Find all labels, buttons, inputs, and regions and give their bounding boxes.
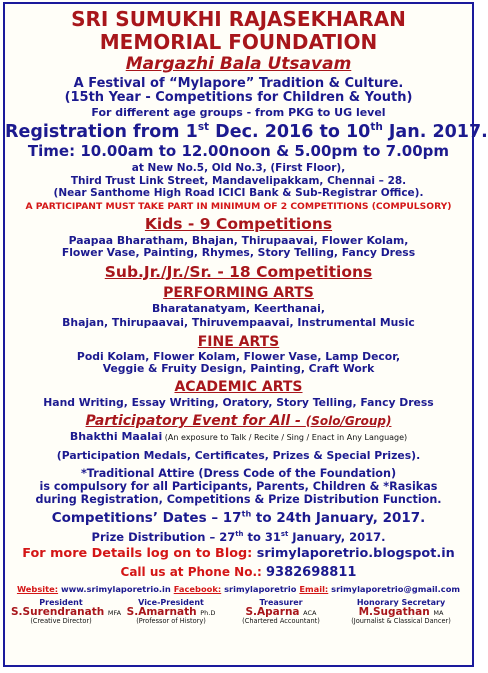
prizes-line: (Participation Medals, Certificates, Prizes & Special Prizes). bbox=[56, 448, 421, 462]
officer-roles bbox=[5, 618, 472, 625]
website-label: Website: bbox=[16, 584, 59, 595]
fine-line1: Podi Kolam, Flower Kolam, Flower Vase, Lamp Decor, bbox=[76, 349, 401, 363]
registration-suffix: Jan. 2017. bbox=[382, 122, 488, 143]
officer-name-secretary: M.Sugathan bbox=[358, 605, 430, 618]
address-line3: (Near Santhome High Road ICICI Bank & Sub-Registrar Office). bbox=[53, 186, 424, 199]
year-line: (15th Year - Competitions for Children & Youth) bbox=[64, 90, 413, 106]
competition-dates bbox=[5, 508, 472, 527]
prize-dates-suffix: January, 2017. bbox=[288, 530, 386, 545]
performing-line1: Bharatanatyam, Keerthanai, bbox=[152, 301, 325, 315]
officer-title-president: President bbox=[39, 597, 83, 607]
registration-mid: Dec. 2016 to 10 bbox=[209, 122, 371, 143]
prize-dates bbox=[5, 531, 472, 544]
web-contacts-line bbox=[5, 585, 472, 595]
officer-name-president: S.Surendranath bbox=[11, 605, 105, 618]
officer-role-treasurer: (Chartered Accountant) bbox=[242, 617, 320, 626]
registration-sup2: th bbox=[370, 121, 383, 134]
attire-line3: during Registration, Competitions & Prize Distribution Function. bbox=[35, 492, 442, 506]
email-link[interactable]: srimylaporetrio@gmail.com bbox=[328, 584, 461, 595]
groups-line: For different age groups - from PKG to UG level bbox=[91, 106, 386, 120]
kids-line1: Paapaa Bharatham, Bhajan, Thirupaavai, Flower Kolam, bbox=[68, 234, 409, 248]
bhakthi-line bbox=[5, 431, 472, 444]
fine-heading: FINE ARTS bbox=[197, 333, 280, 350]
officer-role-vice-president: (Professor of History) bbox=[136, 617, 206, 626]
officer-qual-vice-president: Ph.D bbox=[200, 608, 216, 617]
attire-line1: *Traditional Attire (Dress Code of the Foundation) bbox=[80, 467, 397, 481]
officer-role-president: (Creative Director) bbox=[30, 617, 92, 626]
blog-label: For more Details log on to Blog: bbox=[22, 546, 257, 562]
officer-title-secretary: Honorary Secretary bbox=[356, 597, 446, 607]
org-name-line2: MEMORIAL FOUNDATION bbox=[99, 30, 378, 54]
festival-line: A Festival of “Mylapore” Tradition & Culture. bbox=[73, 75, 404, 91]
facebook-link[interactable]: srimylaporetrio bbox=[221, 584, 300, 595]
participatory-heading-text: Participatory Event for All - bbox=[85, 412, 306, 429]
officer-role-secretary: (Journalist & Classical Dancer) bbox=[351, 617, 451, 626]
timing-line: Time: 10.00am to 12.00noon & 5.00pm to 7.00pm bbox=[27, 142, 450, 161]
competition-dates-prefix: Competitions’ Dates – 17 bbox=[51, 509, 242, 526]
bhakthi-event: Bhakthi Maalai bbox=[69, 430, 163, 444]
performing-heading: PERFORMING ARTS bbox=[163, 284, 314, 301]
registration-prefix: Registration from 1 bbox=[5, 122, 198, 143]
org-name-line1: SRI SUMUKHI RAJASEKHARAN bbox=[71, 7, 406, 31]
officer-name-treasurer: S.Aparna bbox=[245, 605, 300, 618]
phone-label: Call us at Phone No.: bbox=[120, 565, 266, 580]
prize-dates-sup2: st bbox=[280, 530, 289, 539]
registration-line bbox=[5, 121, 488, 143]
competition-dates-rest: to 24th January, 2017. bbox=[251, 509, 426, 526]
competition-dates-sup: th bbox=[241, 508, 252, 519]
address-line2: Third Trust Link Street, Mandavelipakkam, Chennai – 28. bbox=[70, 174, 407, 187]
prize-dates-mid: to 31 bbox=[243, 530, 281, 545]
kids-heading: Kids - 9 Competitions bbox=[144, 215, 333, 234]
academic-heading: ACADEMIC ARTS bbox=[174, 379, 303, 396]
phone-number[interactable]: 9382698811 bbox=[265, 565, 357, 581]
participatory-heading-suffix: (Solo/Group) bbox=[305, 413, 392, 428]
attire-line2: is compulsory for all Participants, Parents, Children & *Rasikas bbox=[39, 479, 438, 493]
kids-line2: Flower Vase, Painting, Rhymes, Story Telling, Fancy Dress bbox=[61, 246, 416, 260]
academic-line1: Hand Writing, Essay Writing, Oratory, Story Telling, Fancy Dress bbox=[43, 395, 434, 409]
event-name: Margazhi Bala Utsavam bbox=[125, 54, 352, 74]
officer-qual-president: MFA bbox=[107, 608, 122, 617]
bhakthi-note: (An exposure to Talk / Recite / Sing / Enact in Any Language) bbox=[162, 433, 408, 443]
poster bbox=[3, 2, 488, 667]
address-line1: at New No.5, Old No.3, (First Floor), bbox=[131, 162, 346, 175]
senior-heading: Sub.Jr./Jr./Sr. - 18 Competitions bbox=[104, 262, 373, 281]
blog-line bbox=[5, 547, 472, 562]
phone-line bbox=[5, 566, 472, 581]
officer-name-vice-president: S.Amarnath bbox=[126, 605, 197, 618]
officer-qual-treasurer: ACA bbox=[303, 608, 317, 617]
facebook-label: Facebook: bbox=[173, 584, 222, 595]
registration-sup1: st bbox=[197, 121, 210, 134]
officer-qual-secretary: MA bbox=[433, 608, 444, 617]
fine-line2: Veggie & Fruity Design, Painting, Craft Work bbox=[102, 362, 375, 376]
officer-title-treasurer: Treasurer bbox=[259, 597, 303, 607]
email-label: Email: bbox=[299, 584, 329, 595]
prize-dates-sup1: th bbox=[235, 530, 244, 539]
participatory-heading bbox=[5, 413, 472, 429]
website-link[interactable]: www.srimylaporetrio.in bbox=[58, 584, 174, 595]
officer-title-vice-president: Vice-President bbox=[138, 597, 204, 607]
prize-dates-prefix: Prize Distribution – 27 bbox=[91, 530, 236, 545]
blog-link[interactable]: srimylaporetrio.blogspot.in bbox=[256, 546, 455, 562]
compulsory-rule: A PARTICIPANT MUST TAKE PART IN MINIMUM OF 2 COMPETITIONS (COMPULSORY) bbox=[25, 200, 452, 212]
performing-line2: Bhajan, Thirupaavai, Thiruvempaavai, Instrumental Music bbox=[62, 316, 415, 330]
